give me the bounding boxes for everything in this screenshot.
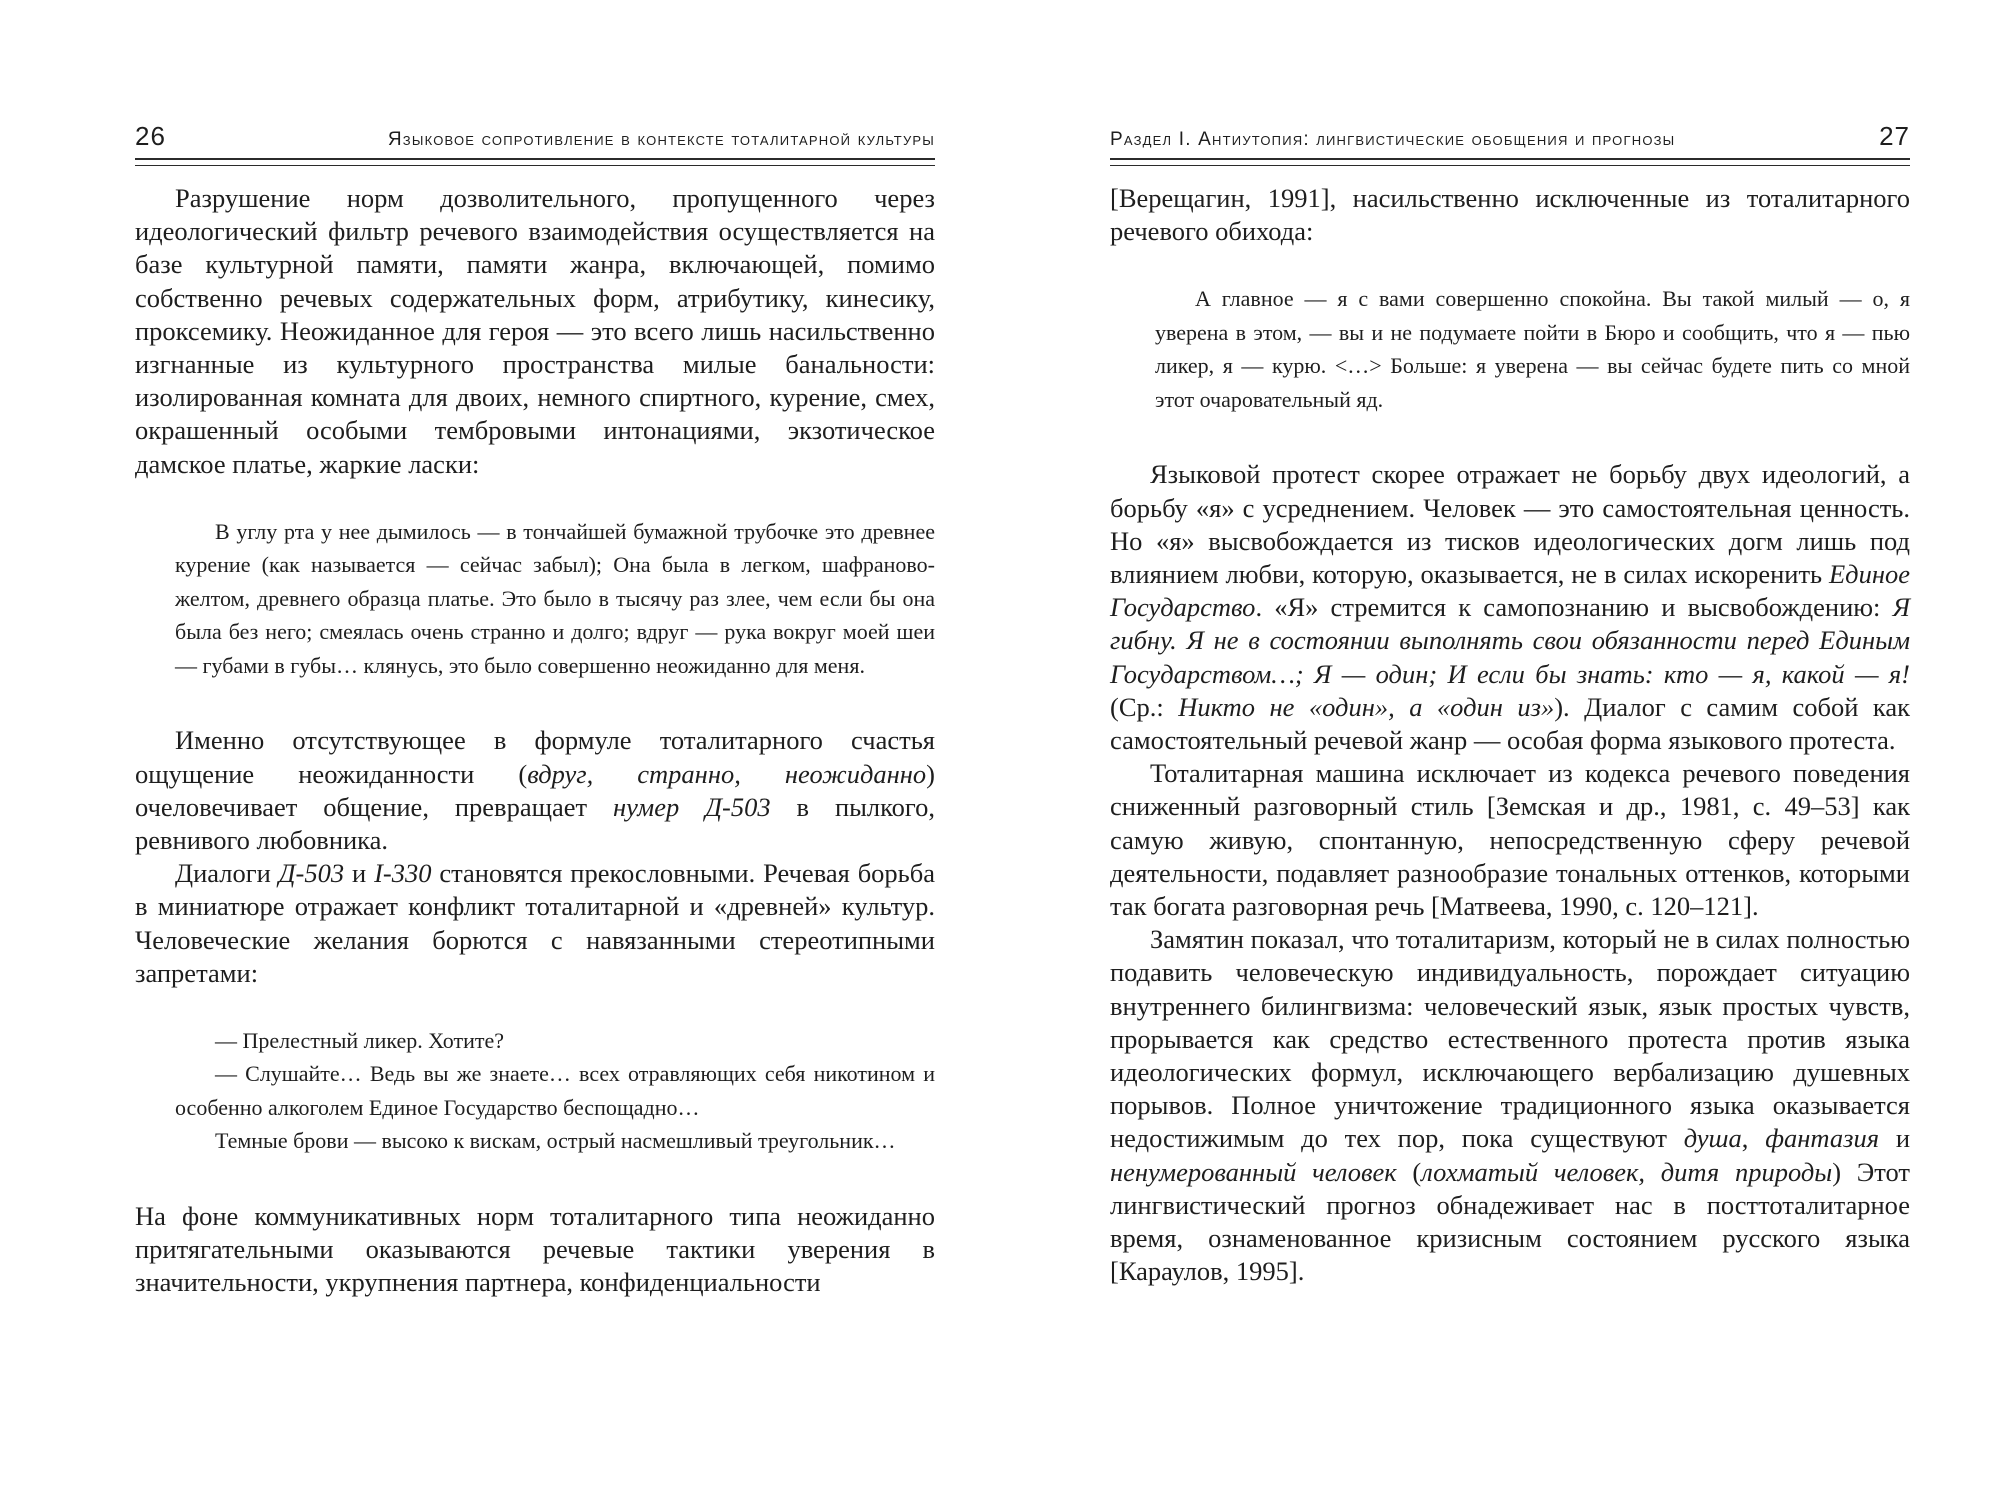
text-run: . «Я» стремится к самопознанию и высвобождению: bbox=[1255, 592, 1893, 623]
text-run: становятся прекословными. Речевая борьба в миниатюре отражает конфликт тоталитарной и «древней» культур. Человеческие желания борются с навязанными стереотипными запретами: bbox=[135, 858, 936, 988]
italic-run: ненумерованный человек bbox=[1110, 1156, 1397, 1187]
text-run: (Ср.: bbox=[1110, 691, 1179, 722]
italic-run: душа bbox=[1683, 1123, 1742, 1154]
paragraph bbox=[135, 724, 935, 857]
text-run: ) Этот лингвистический прогноз обнадеживает нас в посттоталитарное время, ознаменованное кризисным состоянием русского языка [Караулов, 1995]. bbox=[1110, 1156, 1910, 1287]
text-run: Диалоги bbox=[175, 858, 279, 889]
left-body-text bbox=[135, 182, 935, 1300]
text-run: Именно отсутствующее в формуле тоталитарного счастья ощущение неожиданности ( bbox=[135, 725, 935, 789]
italic-run: Никто не «один», а «один из» bbox=[1178, 691, 1555, 722]
text-run: ( bbox=[1396, 1156, 1422, 1187]
text-run: Языковой протест скорее отражает не борьбу двух идеологий, а борьбу «я» с усреднением. Человек — это самостоятельная ценность. Но «я» высвобождается из тисков идеологических догм лишь под влиянием любви, которую, оказывается, не в силах искоренить bbox=[1110, 459, 1910, 590]
left-running-title: Языковое сопротивление в контексте тоталитарной культуры bbox=[387, 129, 935, 150]
paragraph bbox=[135, 857, 935, 990]
text-run: , bbox=[1741, 1123, 1766, 1154]
dialog-quote bbox=[175, 1024, 935, 1158]
dialog-line: Темные брови — высоко к вискам, острый насмешливый треугольник… bbox=[215, 1128, 896, 1154]
right-running-title: Раздел I. Антиутопия: лингвистические обобщения и прогнозы bbox=[1110, 129, 1676, 150]
right-running-head bbox=[1110, 121, 1910, 157]
italic-run: I-330 bbox=[374, 858, 432, 889]
quote-text: В углу рта у нее дымилось — в тончайшей бумажной трубочке это древнее курение (как называется — сейчас забыл); Она была в легком, шафраново-желтом, древнего образца платье. Это было в тысячу раз злее, чем если бы она была без него; смеялась очень странно и долго; вдруг — рука вокруг моей шеи — губами в губы… клянусь, это было совершенно неожиданно для меня. bbox=[175, 518, 935, 678]
paragraph bbox=[1110, 923, 1910, 1288]
italic-run: нумер Д-503 bbox=[613, 791, 771, 822]
italic-run: вдруг, странно, неожиданно bbox=[527, 758, 927, 789]
italic-run: Д-503 bbox=[278, 858, 345, 889]
text-run: ) очеловечивает общение, превращает bbox=[135, 758, 935, 822]
right-body-text bbox=[1110, 182, 1910, 1288]
quote-text: А главное — я с вами совершенно спокойна. Вы такой милый — о, я уверена в этом, — вы и не подумаете пойти в Бюро и сообщить, что я — пью ликер, я — курю. <…> Больше: я уверена — вы сейчас будете пить со мной этот очаровательный яд. bbox=[1155, 286, 1910, 412]
text-run: и bbox=[1879, 1123, 1910, 1154]
left-page-number: 26 bbox=[135, 121, 166, 151]
right-page bbox=[1000, 0, 2000, 1485]
left-header-rule bbox=[135, 158, 935, 166]
paragraph: Тоталитарная машина исключает из кодекса речевого поведения сниженный разговорный стиль [Земская и др., 1981, с. 49–53] как самую живую, спонтанную, непосредственную сферу речевой деятельности, подавляет разнообразие тональных оттенков, которыми так богата разговорная речь [Матвеева, 1990, с. 120–121]. bbox=[1110, 758, 1910, 922]
text-run: в пылкого, ревнивого любовника. bbox=[135, 791, 936, 855]
dialog-line: — Прелестный ликер. Хотите? bbox=[215, 1027, 505, 1053]
italic-run: фантазия bbox=[1765, 1123, 1880, 1154]
paragraph: Разрушение норм дозволительного, пропущенного через идеологический фильтр речевого взаимодействия осуществляется на базе культурной памяти, памяти жанра, включающей, помимо собственно речевых содержательных форм, атрибутику, кинесику, проксемику. Неожиданное для героя — это всего лишь насильственно изгнанные из культурного пространства милые банальности: изолированная комната для двоих, немного спиртного, курение, смех, окрашенный особыми тембровыми интонациями, экзотическое дамское платье, жаркие ласки: bbox=[135, 183, 935, 479]
paragraph bbox=[1110, 458, 1910, 757]
italic-run: лохматый человек, дитя природы bbox=[1421, 1156, 1833, 1187]
block-quote bbox=[175, 515, 935, 683]
right-header-rule bbox=[1110, 158, 1910, 166]
text-run: Замятин показал, что тоталитаризм, который не в силах полностью подавить человеческую индивидуальность, порождает ситуацию внутреннего билингвизма: человеческий язык, язык простых чувств, прорывается как средство естественного протеста против языка идеологических формул, исключающего вербализацию душевных порывов. Полное уничтожение традиционного языка оказывается недостижимым до тех пор, пока существуют bbox=[1110, 924, 1910, 1154]
text-run: и bbox=[344, 858, 375, 889]
right-page-number: 27 bbox=[1879, 121, 1910, 151]
block-quote bbox=[1155, 282, 1910, 416]
paragraph: На фоне коммуникативных норм тоталитарного типа неожиданно притягательными оказываются речевые тактики уверения в значительности, укрупнения партнера, конфиденциальности bbox=[135, 1200, 935, 1298]
text-run: ). Диалог с самим собой как самостоятельный речевой жанр — особая форма языкового протеста. bbox=[1110, 691, 1910, 756]
italic-run: Единое Государство bbox=[1110, 559, 1910, 623]
italic-run: Я гибну. Я не в состоянии выполнять свои обязанности перед Единым Государством…; Я — один; И если бы знать: кто — я, какой — я! bbox=[1110, 592, 1910, 689]
paragraph: [Верещагин, 1991], насильственно исключенные из тоталитарного речевого обихода: bbox=[1110, 183, 1910, 247]
left-running-head bbox=[135, 121, 935, 157]
dialog-line: — Слушайте… Ведь вы же знаете… всех отравляющих себя никотином и особенно алкоголем Единое Государство беспощадно… bbox=[175, 1061, 935, 1120]
